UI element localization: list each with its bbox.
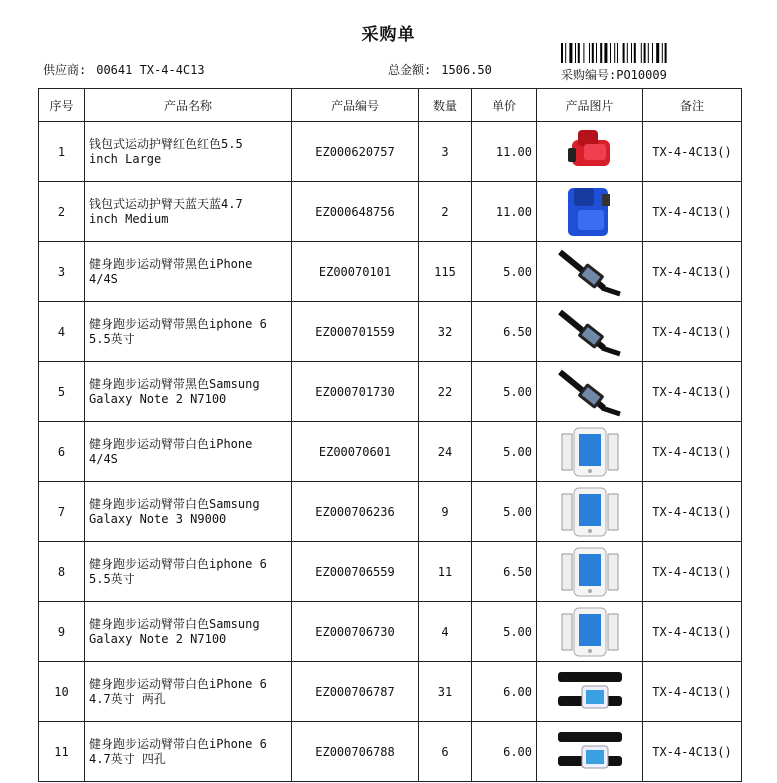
table-row — [39, 422, 742, 482]
product-name-line2: 5.5英寸 — [89, 571, 135, 586]
cell-product-image — [537, 602, 643, 662]
table-row — [39, 722, 742, 782]
product-name-line1: 健身跑步运动臂带黑色iPhone — [89, 256, 253, 271]
cell-price: 6.00 — [472, 662, 537, 722]
cell-note: TX-4-4C13() — [643, 242, 742, 302]
supplier-info — [43, 61, 205, 78]
product-image — [554, 546, 626, 598]
product-name-line2: 4.7英寸 四孔 — [89, 751, 166, 766]
product-name-line2: Galaxy Note 2 N7100 — [89, 391, 227, 406]
column-header-note: 备注 — [643, 89, 742, 122]
po-number-label: 采购编号: — [561, 68, 617, 82]
cell-no: 9 — [39, 602, 85, 662]
cell-note: TX-4-4C13() — [643, 542, 742, 602]
cell-qty: 6 — [419, 722, 472, 782]
product-name-line1: 健身跑步运动臂带黑色Samsung — [89, 376, 260, 391]
cell-no: 11 — [39, 722, 85, 782]
cell-product-code: EZ000701730 — [292, 362, 419, 422]
cell-note: TX-4-4C13() — [643, 662, 742, 722]
cell-product-code: EZ000706559 — [292, 542, 419, 602]
cell-product-name — [85, 482, 292, 542]
cell-qty: 4 — [419, 602, 472, 662]
cell-no: 4 — [39, 302, 85, 362]
cell-product-code: EZ00070601 — [292, 422, 419, 482]
supplier-value: 00641 TX-4-4C13 — [96, 63, 205, 77]
cell-no: 3 — [39, 242, 85, 302]
cell-product-image — [537, 242, 643, 302]
product-image — [554, 666, 626, 718]
product-image — [554, 246, 626, 298]
cell-price: 5.00 — [472, 362, 537, 422]
cell-product-code: EZ000620757 — [292, 122, 419, 182]
cell-product-name — [85, 422, 292, 482]
cell-product-name — [85, 182, 292, 242]
product-image — [554, 186, 626, 238]
product-name-line2: Galaxy Note 3 N9000 — [89, 511, 227, 526]
cell-note: TX-4-4C13() — [643, 722, 742, 782]
cell-price: 5.00 — [472, 482, 537, 542]
cell-price: 6.50 — [472, 542, 537, 602]
cell-product-name — [85, 662, 292, 722]
product-image — [554, 126, 626, 178]
cell-note: TX-4-4C13() — [643, 182, 742, 242]
cell-no: 7 — [39, 482, 85, 542]
table-row — [39, 122, 742, 182]
cell-product-name — [85, 242, 292, 302]
po-number-value: PO10009 — [616, 68, 667, 82]
product-name-line2: 4/4S — [89, 271, 118, 286]
column-header-qty: 数量 — [419, 89, 472, 122]
table-row — [39, 302, 742, 362]
cell-no: 10 — [39, 662, 85, 722]
cell-no: 1 — [39, 122, 85, 182]
total-value: 1506.50 — [441, 63, 492, 77]
product-name-line1: 健身跑步运动臂带白色iPhone — [89, 436, 253, 451]
cell-no: 5 — [39, 362, 85, 422]
cell-product-image — [537, 362, 643, 422]
cell-price: 6.00 — [472, 722, 537, 782]
product-name-line2: Galaxy Note 2 N7100 — [89, 631, 227, 646]
cell-qty: 9 — [419, 482, 472, 542]
cell-product-code: EZ000701559 — [292, 302, 419, 362]
cell-product-name — [85, 542, 292, 602]
table-row — [39, 602, 742, 662]
cell-product-image — [537, 662, 643, 722]
column-header-code: 产品编号 — [292, 89, 419, 122]
product-name-line1: 健身跑步运动臂带白色iPhone 6 — [89, 676, 267, 691]
column-header-no: 序号 — [39, 89, 85, 122]
table-row — [39, 182, 742, 242]
cell-no: 8 — [39, 542, 85, 602]
product-image — [554, 726, 626, 778]
product-name-line1: 钱包式运动护臂红色红色5.5 — [89, 136, 243, 151]
cell-note: TX-4-4C13() — [643, 422, 742, 482]
product-name-line2: inch Large — [89, 151, 162, 166]
table-header-row — [39, 89, 742, 122]
table-row — [39, 662, 742, 722]
cell-price: 6.50 — [472, 302, 537, 362]
cell-note: TX-4-4C13() — [643, 362, 742, 422]
cell-product-name — [85, 362, 292, 422]
cell-price: 11.00 — [472, 122, 537, 182]
cell-qty: 115 — [419, 242, 472, 302]
cell-product-image — [537, 122, 643, 182]
cell-qty: 24 — [419, 422, 472, 482]
cell-price: 11.00 — [472, 182, 537, 242]
product-name-line1: 钱包式运动护臂天蓝天蓝4.7 — [89, 196, 243, 211]
cell-product-name — [85, 722, 292, 782]
cell-price: 5.00 — [472, 242, 537, 302]
product-image — [554, 426, 626, 478]
product-name-line2: inch Medium — [89, 211, 169, 226]
cell-product-name — [85, 602, 292, 662]
cell-qty: 11 — [419, 542, 472, 602]
table-row — [39, 362, 742, 422]
product-image — [554, 366, 626, 418]
cell-product-code: EZ000648756 — [292, 182, 419, 242]
table-row — [39, 482, 742, 542]
column-header-image: 产品图片 — [537, 89, 643, 122]
product-image — [554, 486, 626, 538]
product-name-line2: 5.5英寸 — [89, 331, 135, 346]
product-name-line1: 健身跑步运动臂带黑色iphone 6 — [89, 316, 267, 331]
cell-product-image — [537, 302, 643, 362]
cell-no: 2 — [39, 182, 85, 242]
cell-qty: 2 — [419, 182, 472, 242]
total-label: 总金额: — [388, 63, 432, 77]
cell-product-name — [85, 302, 292, 362]
product-image — [554, 606, 626, 658]
cell-qty: 31 — [419, 662, 472, 722]
product-image — [554, 306, 626, 358]
cell-qty: 22 — [419, 362, 472, 422]
product-name-line1: 健身跑步运动臂带白色iPhone 6 — [89, 736, 267, 751]
column-header-price: 单价 — [472, 89, 537, 122]
product-name-line1: 健身跑步运动臂带白色Samsung — [89, 616, 260, 631]
cell-price: 5.00 — [472, 602, 537, 662]
cell-product-image — [537, 542, 643, 602]
cell-note: TX-4-4C13() — [643, 602, 742, 662]
cell-note: TX-4-4C13() — [643, 122, 742, 182]
document-title: 采购单 — [361, 25, 416, 45]
table-row — [39, 542, 742, 602]
product-name-line2: 4/4S — [89, 451, 118, 466]
cell-product-image — [537, 482, 643, 542]
cell-no: 6 — [39, 422, 85, 482]
cell-qty: 32 — [419, 302, 472, 362]
cell-product-image — [537, 182, 643, 242]
po-number — [561, 66, 667, 83]
cell-note: TX-4-4C13() — [643, 482, 742, 542]
product-name-line2: 4.7英寸 两孔 — [89, 691, 166, 706]
cell-product-image — [537, 722, 643, 782]
cell-qty: 3 — [419, 122, 472, 182]
product-name-line1: 健身跑步运动臂带白色Samsung — [89, 496, 260, 511]
supplier-label: 供应商: — [43, 63, 87, 77]
barcode-image — [561, 43, 701, 63]
product-name-line1: 健身跑步运动臂带白色iphone 6 — [89, 556, 267, 571]
cell-product-name — [85, 122, 292, 182]
column-header-name: 产品名称 — [85, 89, 292, 122]
cell-note: TX-4-4C13() — [643, 302, 742, 362]
cell-product-code: EZ000706730 — [292, 602, 419, 662]
cell-product-code: EZ000706788 — [292, 722, 419, 782]
cell-product-code: EZ00070101 — [292, 242, 419, 302]
purchase-order-table — [38, 88, 742, 782]
cell-product-code: EZ000706787 — [292, 662, 419, 722]
table-row — [39, 242, 742, 302]
cell-product-image — [537, 422, 643, 482]
cell-product-code: EZ000706236 — [292, 482, 419, 542]
total-amount — [388, 61, 492, 78]
cell-price: 5.00 — [472, 422, 537, 482]
